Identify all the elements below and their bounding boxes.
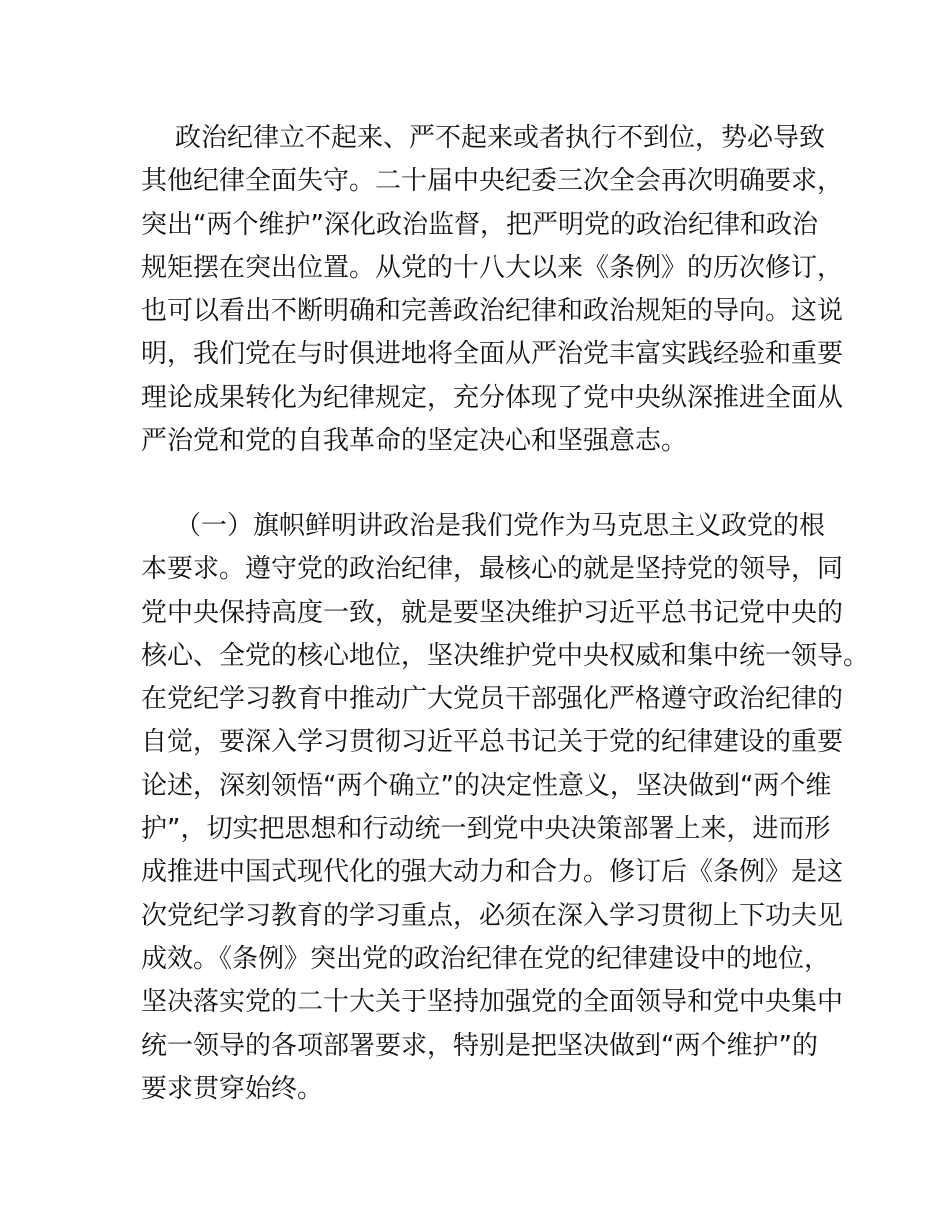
text-line: 次党纪学习教育的学习重点，必须在深入学习贯彻上下功夫见 (141, 900, 844, 931)
text-line: 在党纪学习教育中推动广大党员干部强化严格遵守政治纪律的 (141, 684, 844, 715)
text-line: 也可以看出不断明确和完善政治纪律和政治规矩的导向。这说 (141, 296, 844, 327)
text-line: 明，我们党在与时俱进地将全面从严治党丰富实践经验和重要 (141, 339, 844, 370)
text-line: 护”，切实把思想和行动统一到党中央决策部署上来，进而形 (141, 814, 831, 845)
text-line: 突出“两个维护”深化政治监督，把严明党的政治纪律和政治 (141, 209, 818, 240)
text-line: 坚决落实党的二十大关于坚持加强党的全面领导和党中央集中 (141, 987, 844, 1018)
text-line: 其他纪律全面失守。二十届中央纪委三次全会再次明确要求， (141, 166, 844, 197)
text-line: 本要求。遵守党的政治纪律，最核心的就是坚持党的领导，同 (141, 554, 844, 585)
text-line: 规矩摆在突出位置。从党的十八大以来《条例》的历次修订， (141, 252, 844, 283)
paragraph-2 (141, 505, 870, 1111)
text-line: 论述，深刻领悟“两个确立”的决定性意义，坚决做到“两个维 (141, 770, 832, 801)
text-line: （一）旗帜鲜明讲政治是我们党作为马克思主义政党的根 (175, 511, 826, 541)
paragraph-1 (141, 117, 844, 463)
document-page (141, 117, 870, 1104)
text-line: 统一领导的各项部署要求，特别是把坚决做到“两个维护”的 (141, 1030, 818, 1061)
text-line: 成效。《条例》突出党的政治纪律在党的纪律建设中的地位， (141, 943, 831, 974)
text-line: 理论成果转化为纪律规定，充分体现了党中央纵深推进全面从 (141, 382, 844, 413)
text-line: 核心、全党的核心地位，坚决维护党中央权威和集中统一领导。 (141, 640, 870, 671)
text-line: 党中央保持高度一致，就是要坚决维护习近平总书记党中央的 (141, 597, 844, 628)
text-line: 严治党和党的自我革命的坚定决心和坚强意志。 (141, 426, 688, 457)
text-line: 政治纪律立不起来、严不起来或者执行不到位，势必导致 (175, 123, 826, 153)
text-line: 成推进中国式现代化的强大动力和合力。修订后《条例》是这 (141, 857, 844, 888)
text-line: 要求贯穿始终。 (141, 1073, 324, 1104)
text-line: 自觉，要深入学习贯彻习近平总书记关于党的纪律建设的重要 (141, 727, 844, 758)
